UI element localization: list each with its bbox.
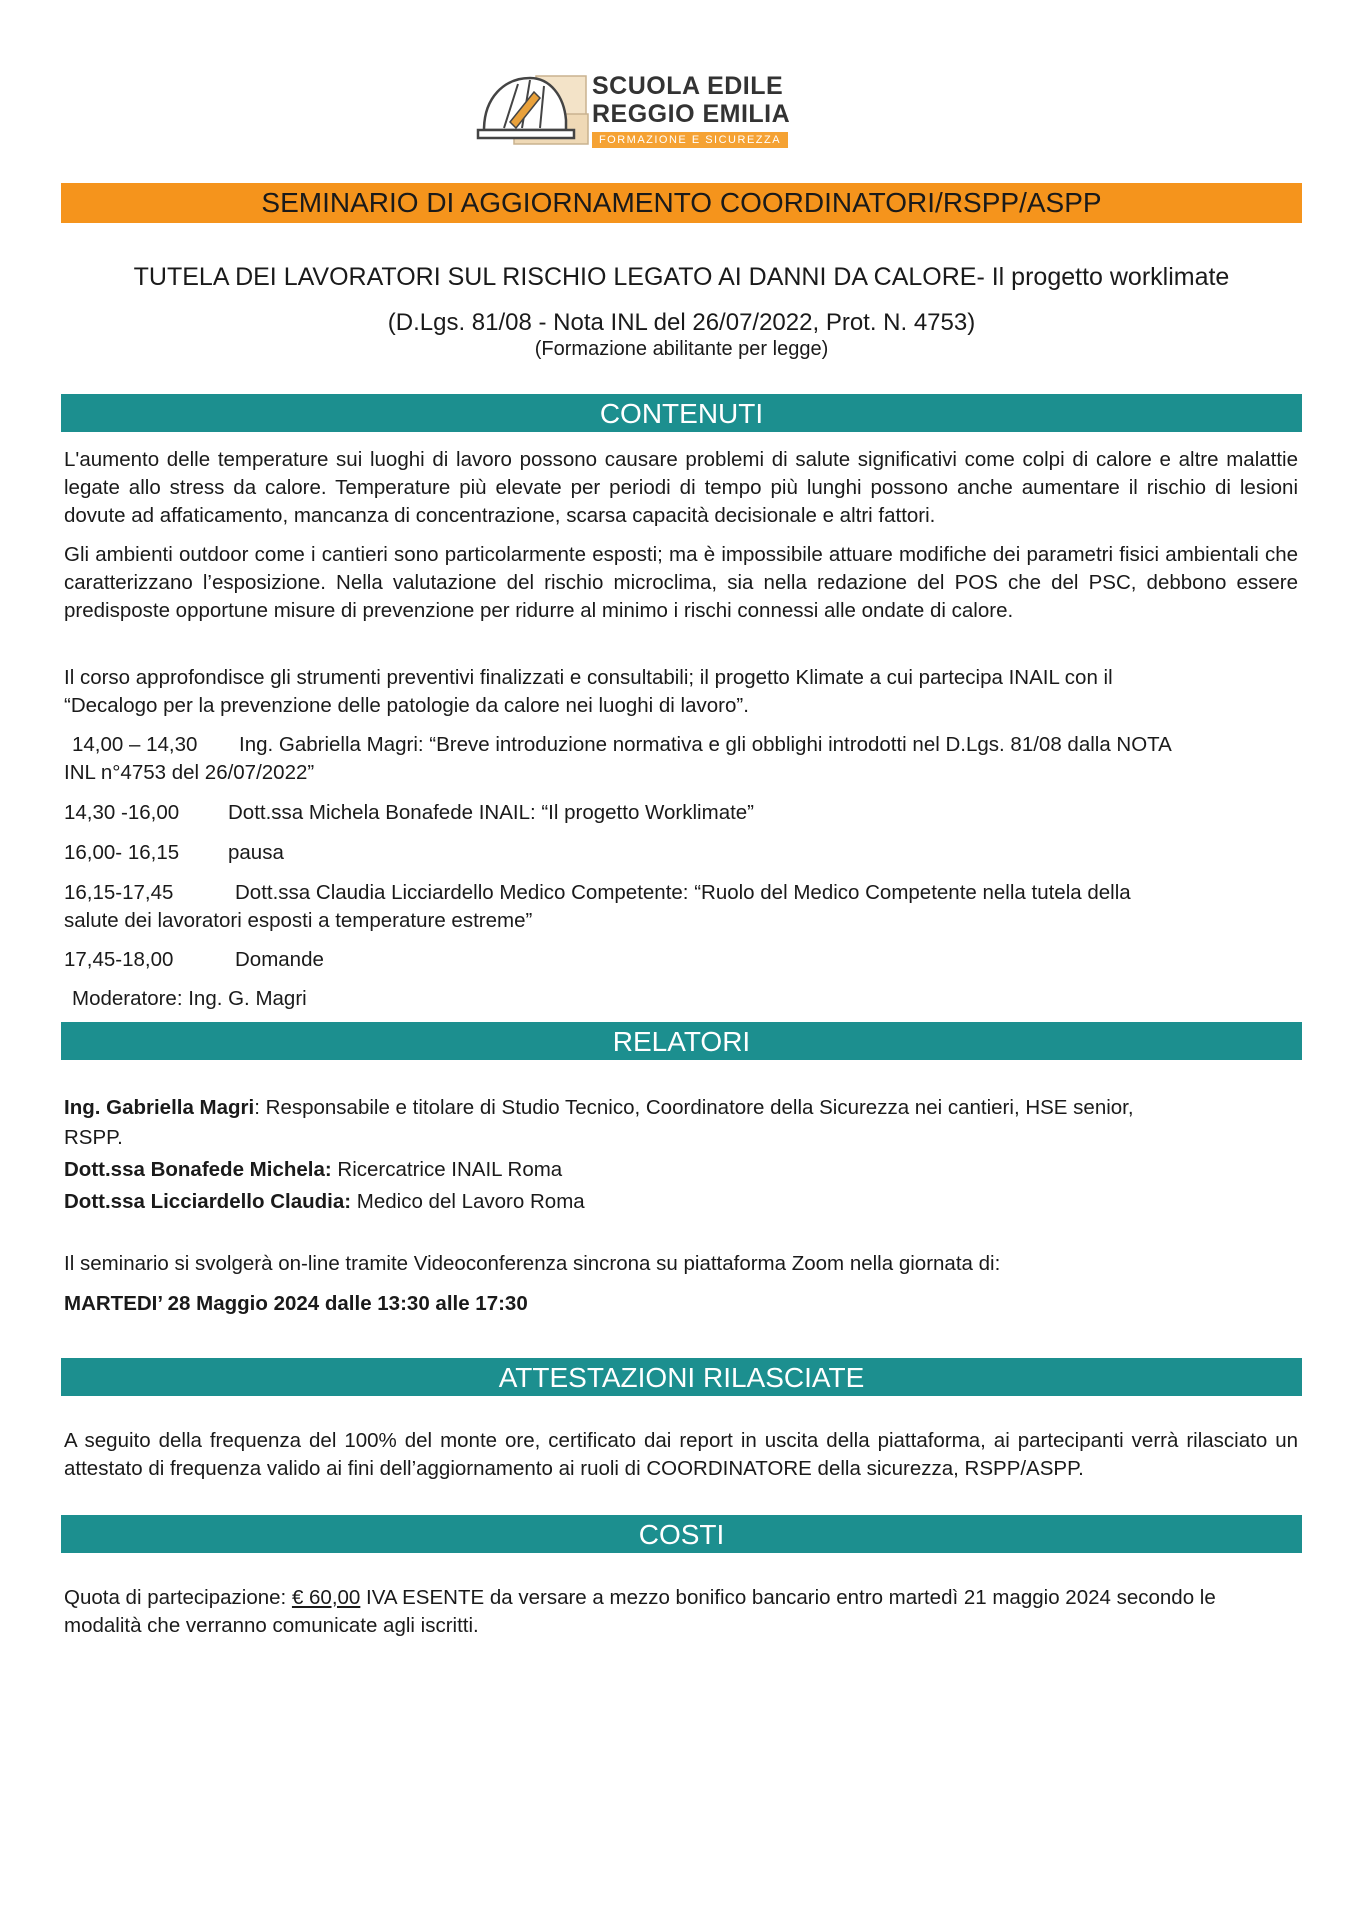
schedule-time: 14,30 -16,00 (64, 801, 180, 824)
speaker-entry (64, 1188, 585, 1216)
schedule-time: 14,00 – 14,30 (72, 733, 198, 756)
schedule-item: Domande (235, 948, 324, 971)
schedule-time: 16,15-17,45 (64, 881, 174, 904)
costi-suffix: IVA ESENTE da versare a mezzo bonifico bancario entro martedì 21 maggio 2024 secondo le modalità che verranno comunicate agli iscritti. (64, 1586, 1216, 1637)
seminar-date: MARTEDI’ 28 Maggio 2024 dalle 13:30 alle 17:30 (64, 1292, 528, 1315)
section-header-attestazioni: ATTESTAZIONI RILASCIATE (61, 1358, 1302, 1396)
section-header-contenuti: CONTENUTI (61, 394, 1302, 432)
speaker-name: Dott.ssa Bonafede Michela: (64, 1158, 332, 1181)
contenuti-paragraph-1: L'aumento delle temperature sui luoghi di lavoro possono causare problemi di salute significativi come colpi di calore e altre malattie legate allo stress da calore. Temperature più elevate per periodi di tempo più lunghi possono anche aumentare il rischio di lesioni dovute ad affaticamento, mancanza di concentrazione, scarsa capacità decisionale e altri fattori. (64, 448, 1298, 527)
logo-name-line1: SCUOLA EDILE (592, 72, 784, 100)
speaker-entry (64, 1094, 1298, 1122)
price: € 60,00 (291, 1586, 361, 1609)
hard-hat-icon (474, 68, 594, 154)
costi-text (64, 1584, 1298, 1640)
schedule-time: 17,45-18,00 (64, 948, 174, 971)
schedule-item-continued: salute dei lavoratori esposti a temperature estreme” (64, 909, 533, 932)
page-title: TUTELA DEI LAVORATORI SUL RISCHIO LEGATO AI DANNI DA CALORE- Il progetto worklimate (133, 263, 1230, 291)
costi-prefix: Quota di partecipazione: (64, 1586, 292, 1609)
schedule-time: 16,00- 16,15 (64, 841, 180, 864)
speaker-role: : Responsabile e titolare di Studio Tecnico, Coordinatore della Sicurezza nei cantieri, HSE senior, (254, 1096, 1134, 1119)
speaker-entry (64, 1156, 562, 1184)
schedule-item-continued: INL n°4753 del 26/07/2022” (64, 761, 315, 784)
schedule-item: Ing. Gabriella Magri: “Breve introduzione normativa e gli obblighi introdotti nel D.Lgs. 81/08 dalla NOTA (239, 733, 1172, 756)
logo (474, 64, 792, 156)
speaker-role: Ricercatrice INAIL Roma (331, 1158, 563, 1181)
speaker-role: Medico del Lavoro Roma (351, 1190, 585, 1213)
attestazioni-text: A seguito della frequenza del 100% del monte ore, certificato dai report in uscita della piattaforma, ai partecipanti verrà rilasciato un attestato di frequenza valido ai fini dell’aggiornamento ai ruoli di COORDINATORE della sicurezza, RSPP/ASPP. (64, 1429, 1298, 1480)
contenuti-paragraph-2: Gli ambienti outdoor come i cantieri sono particolarmente esposti; ma è impossibile attuare modifiche dei parametri fisici ambientali che caratterizzano l’esposizione. Nella valutazione del rischio microclima, sia nella redazione del POS che del PSC, debbono essere predisposte opportune misure di prevenzione per ridurre al minimo i rischi connessi alle ondate di calore. (64, 543, 1298, 622)
section-header-relatori: RELATORI (61, 1022, 1302, 1060)
delivery-info: Il seminario si svolgerà on-line tramite Videoconferenza sincrona su piattaforma Zoom nella giornata di: (64, 1252, 1001, 1275)
training-note: (Formazione abilitante per legge) (534, 338, 829, 360)
schedule-item: Dott.ssa Michela Bonafede INAIL: “Il progetto Worklimate” (228, 801, 755, 824)
speaker-role-continued: RSPP. (64, 1126, 123, 1149)
seminar-banner: SEMINARIO DI AGGIORNAMENTO COORDINATORI/RSPP/ASPP (61, 183, 1302, 223)
speaker-name: Ing. Gabriella Magri (64, 1096, 255, 1119)
logo-tagline: FORMAZIONE E SICUREZZA (592, 132, 788, 148)
schedule-item: pausa (228, 841, 284, 864)
moderator: Moderatore: Ing. G. Magri (72, 987, 307, 1010)
contenuti-paragraph-3-line-2: “Decalogo per la prevenzione delle patologie da calore nei luoghi di lavoro”. (64, 694, 749, 717)
section-header-costi: COSTI (61, 1515, 1302, 1553)
contenuti-paragraph-3-line-1: Il corso approfondisce gli strumenti preventivi finalizzati e consultabili; il progetto Klimate a cui partecipa INAIL con il (64, 666, 1113, 689)
logo-name-line2: REGGIO EMILIA (592, 100, 791, 128)
schedule-item: Dott.ssa Claudia Licciardello Medico Competente: “Ruolo del Medico Competente nella tutela della (235, 881, 1131, 904)
speaker-name: Dott.ssa Licciardello Claudia: (64, 1190, 352, 1213)
legal-reference: (D.Lgs. 81/08 - Nota INL del 26/07/2022, Prot. N. 4753) (387, 309, 976, 336)
